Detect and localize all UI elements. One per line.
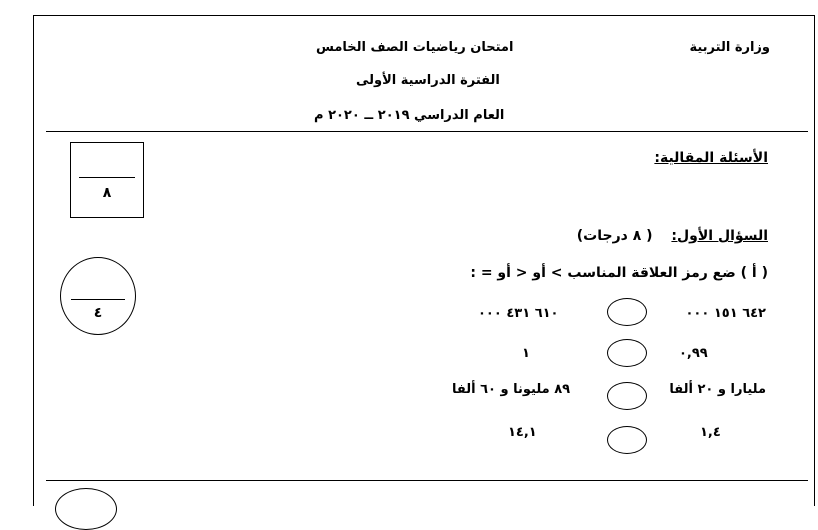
row2-right-value: ١ xyxy=(522,346,530,361)
row1-left-value: ٦٤٢ ١٥١ ٠٠٠ xyxy=(685,306,766,321)
ministry-name: وزارة التربية xyxy=(689,40,770,55)
row3-left-value: مليارا و ٢٠ ألفا xyxy=(669,382,766,397)
score-line xyxy=(71,299,125,300)
row1-answer-circle[interactable] xyxy=(607,298,647,326)
question-heading xyxy=(577,228,768,244)
row3-answer-circle[interactable] xyxy=(607,382,647,410)
question-marks: ( ٨ درجات) xyxy=(576,228,653,244)
row2-left-value: ٠,٩٩ xyxy=(679,346,708,361)
header-divider xyxy=(46,131,808,132)
section-score-box xyxy=(70,142,144,218)
academic-year: العام الدراسي ٢٠١٩ ــ ٢٠٢٠ م xyxy=(314,108,505,123)
exam-page xyxy=(33,15,815,506)
question-label: السؤال الأول: xyxy=(671,228,768,244)
next-score-circle xyxy=(55,488,117,530)
row3-right-value: ٨٩ مليونا و ٦٠ ألفا xyxy=(452,382,571,397)
section-title: الأسئلة المقالية: xyxy=(654,150,768,166)
row4-answer-circle[interactable] xyxy=(607,426,647,454)
part-a-instruction: ( أ ) ضع رمز العلاقة المناسب > أو < أو = : xyxy=(470,265,768,281)
part-a-score-circle xyxy=(60,257,136,335)
row1-right-value: ٦١٠ ٤٣١ ٠٠٠ xyxy=(478,306,559,321)
row4-left-value: ١,٤ xyxy=(700,425,721,440)
section-total-score: ٨ xyxy=(102,185,112,201)
part-a-score: ٤ xyxy=(93,305,103,321)
row2-answer-circle[interactable] xyxy=(607,339,647,367)
row4-right-value: ١٤,١ xyxy=(508,425,537,440)
score-line xyxy=(79,177,135,178)
section-divider xyxy=(46,480,808,481)
exam-term: الفترة الدراسية الأولى xyxy=(356,73,500,88)
exam-title: امتحان رياضيات الصف الخامس xyxy=(316,40,514,55)
